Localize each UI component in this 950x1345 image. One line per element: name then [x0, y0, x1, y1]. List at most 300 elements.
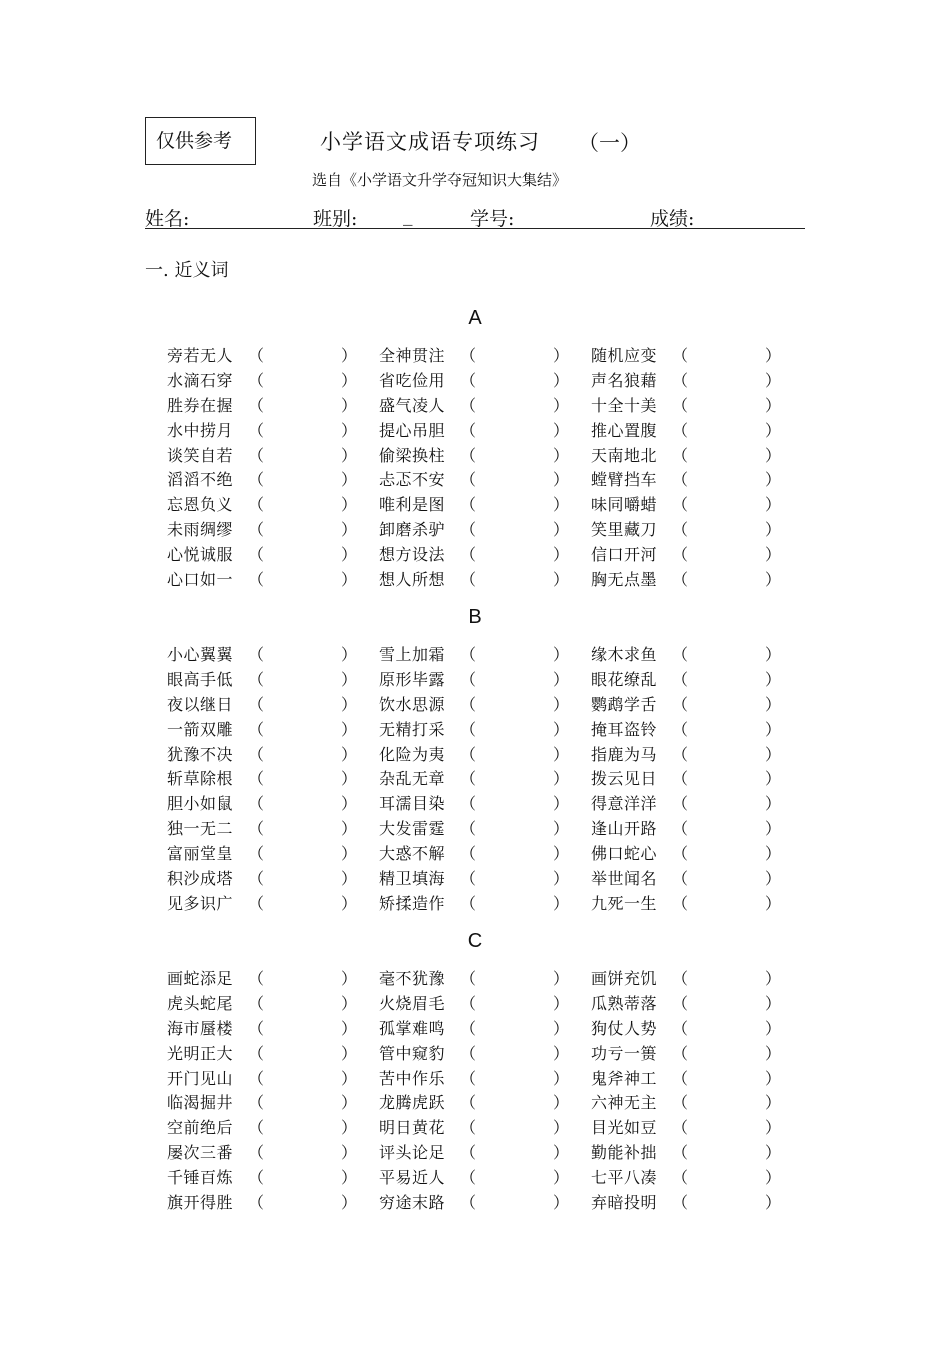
idiom-text: 掩耳盗铃	[591, 719, 658, 739]
answer-paren-open: （	[460, 844, 477, 864]
idiom-item	[167, 1041, 367, 1066]
answer-paren-close: ）	[765, 1093, 782, 1113]
answer-paren-open: （	[248, 993, 265, 1013]
idiom-text: 雪上加霜	[379, 645, 446, 664]
idiom-item	[167, 966, 367, 991]
answer-paren-close: ）	[341, 395, 358, 415]
idiom-text: 化险为夷	[379, 744, 446, 764]
class-label: 班别:	[313, 208, 358, 230]
answer-paren-close: ）	[341, 819, 358, 839]
idiom-item	[167, 1165, 367, 1190]
answer-paren-open: （	[248, 1193, 265, 1213]
idiom-item	[379, 542, 579, 567]
idiom-column	[379, 343, 579, 592]
answer-paren-close: ）	[553, 844, 570, 864]
idiom-column	[591, 966, 791, 1215]
answer-paren-close: ）	[341, 669, 358, 689]
idiom-text: 弃暗投明	[591, 1193, 658, 1213]
idiom-item	[167, 991, 367, 1016]
idiom-text: 逢山开路	[591, 819, 658, 839]
idiom-text: 无精打采	[379, 719, 446, 739]
answer-paren-open: （	[460, 1118, 477, 1138]
answer-paren-close: ）	[765, 869, 782, 889]
answer-paren-close: ）	[553, 520, 570, 540]
answer-paren-close: ）	[553, 470, 570, 490]
idiom-item	[591, 866, 791, 891]
page-subtitle: 选自《小学语文升学夺冠知识大集结》	[312, 171, 568, 189]
idiom-text: 声名狼藉	[591, 370, 658, 390]
answer-paren-close: ）	[341, 1093, 358, 1113]
idiom-text: 提心吊胆	[379, 420, 446, 440]
answer-paren-open: （	[672, 993, 689, 1013]
idiom-text: 指鹿为马	[591, 744, 658, 764]
group-label: B	[468, 606, 482, 628]
answer-paren-open: （	[248, 1143, 265, 1163]
idiom-item	[167, 492, 367, 517]
idiom-item	[379, 393, 579, 418]
idiom-column	[167, 966, 367, 1215]
answer-paren-open: （	[248, 744, 265, 764]
idiom-item	[379, 1190, 579, 1215]
idiom-item	[379, 343, 579, 368]
answer-paren-open: （	[672, 719, 689, 739]
answer-paren-open: （	[672, 1193, 689, 1213]
answer-paren-open: （	[460, 969, 477, 988]
title-number: （一）	[578, 131, 641, 155]
answer-paren-close: ）	[765, 420, 782, 440]
answer-paren-close: ）	[765, 819, 782, 839]
idiom-item	[167, 1090, 367, 1115]
idiom-text: 味同嚼蜡	[591, 495, 658, 515]
answer-paren-open: （	[460, 570, 477, 590]
idiom-text: 平易近人	[379, 1168, 446, 1188]
idiom-item	[167, 692, 367, 717]
idiom-item	[379, 467, 579, 492]
idiom-text: 水中捞月	[167, 420, 234, 440]
idiom-item	[591, 991, 791, 1016]
answer-paren-open: （	[672, 545, 689, 565]
idiom-text: 得意洋洋	[591, 794, 658, 814]
idiom-text: 原形毕露	[379, 669, 446, 689]
answer-paren-open: （	[672, 346, 689, 365]
answer-paren-open: （	[460, 719, 477, 739]
idiom-item	[379, 492, 579, 517]
answer-paren-close: ）	[765, 993, 782, 1013]
idiom-item	[167, 1066, 367, 1091]
idiom-item	[167, 791, 367, 816]
score-label: 成绩:	[650, 208, 695, 230]
idiom-item	[591, 692, 791, 717]
idiom-text: 火烧眉毛	[379, 993, 446, 1013]
answer-paren-open: （	[248, 819, 265, 839]
idiom-text: 盛气凌人	[379, 395, 446, 415]
answer-paren-open: （	[460, 346, 477, 365]
idiom-item	[379, 966, 579, 991]
idiom-column	[167, 642, 367, 916]
answer-paren-close: ）	[341, 545, 358, 565]
idiom-item	[379, 1165, 579, 1190]
idiom-item	[591, 368, 791, 393]
answer-paren-close: ）	[341, 370, 358, 390]
idiom-text: 七平八凑	[591, 1168, 658, 1188]
answer-paren-close: ）	[553, 1068, 570, 1088]
idiom-text: 积沙成塔	[167, 869, 234, 889]
idiom-item	[167, 642, 367, 667]
answer-paren-open: （	[460, 370, 477, 390]
idiom-text: 大惑不解	[379, 844, 446, 864]
idiom-item	[591, 667, 791, 692]
answer-paren-open: （	[672, 694, 689, 714]
idiom-text: 螳臂挡车	[591, 470, 658, 490]
idiom-text: 胆小如鼠	[167, 794, 234, 814]
idiom-column	[379, 966, 579, 1215]
idiom-item	[379, 368, 579, 393]
answer-paren-close: ）	[765, 570, 782, 590]
answer-paren-open: （	[248, 470, 265, 490]
answer-paren-open: （	[460, 993, 477, 1013]
idiom-item	[591, 1066, 791, 1091]
answer-paren-close: ）	[765, 645, 782, 664]
answer-paren-close: ）	[341, 719, 358, 739]
answer-paren-open: （	[248, 669, 265, 689]
idiom-text: 笑里藏刀	[591, 520, 658, 540]
idiom-text: 海市蜃楼	[167, 1018, 234, 1038]
answer-paren-open: （	[248, 346, 265, 365]
idiom-item	[167, 891, 367, 916]
idiom-text: 鹦鹉学舌	[591, 694, 658, 714]
answer-paren-close: ）	[341, 495, 358, 515]
answer-paren-open: （	[460, 470, 477, 490]
idiom-item	[379, 418, 579, 443]
answer-paren-close: ）	[553, 769, 570, 789]
answer-paren-close: ）	[765, 1168, 782, 1188]
idiom-item	[591, 742, 791, 767]
answer-paren-close: ）	[341, 1068, 358, 1088]
answer-paren-open: （	[460, 1193, 477, 1213]
answer-paren-close: ）	[341, 893, 358, 913]
answer-paren-open: （	[672, 819, 689, 839]
answer-paren-close: ）	[341, 694, 358, 714]
answer-paren-open: （	[460, 1093, 477, 1113]
answer-paren-open: （	[672, 645, 689, 664]
idiom-item	[379, 717, 579, 742]
idiom-item	[591, 393, 791, 418]
idiom-text: 眼花缭乱	[591, 669, 658, 689]
idiom-text: 狗仗人势	[591, 1018, 658, 1038]
idiom-text: 目光如豆	[591, 1118, 658, 1138]
answer-paren-close: ）	[765, 744, 782, 764]
idiom-item	[167, 1016, 367, 1041]
answer-paren-close: ）	[765, 969, 782, 988]
idiom-text: 苦中作乐	[379, 1068, 446, 1088]
answer-paren-close: ）	[553, 869, 570, 889]
idiom-text: 想人所想	[379, 570, 446, 590]
answer-paren-close: ）	[553, 570, 570, 590]
idiom-item	[379, 692, 579, 717]
answer-paren-close: ）	[553, 420, 570, 440]
idiom-item	[167, 517, 367, 542]
idiom-item	[379, 742, 579, 767]
answer-paren-close: ）	[765, 669, 782, 689]
idiom-item	[167, 742, 367, 767]
idiom-text: 虎头蛇尾	[167, 993, 234, 1013]
answer-paren-close: ）	[765, 719, 782, 739]
answer-paren-open: （	[672, 1043, 689, 1063]
idiom-text: 斩草除根	[167, 769, 234, 789]
answer-paren-close: ）	[341, 794, 358, 814]
idiom-item	[591, 542, 791, 567]
idiom-text: 评头论足	[379, 1143, 446, 1163]
answer-paren-close: ）	[341, 570, 358, 590]
answer-paren-close: ）	[341, 346, 358, 365]
idiom-text: 省吃俭用	[379, 370, 446, 390]
answer-paren-open: （	[248, 1043, 265, 1063]
idiom-text: 小心翼翼	[167, 645, 234, 664]
idiom-text: 一箭双雕	[167, 719, 234, 739]
answer-paren-close: ）	[765, 1043, 782, 1063]
idiom-item	[379, 1066, 579, 1091]
answer-paren-close: ）	[765, 370, 782, 390]
idiom-text: 鬼斧神工	[591, 1068, 658, 1088]
idiom-item	[379, 567, 579, 592]
answer-paren-open: （	[460, 645, 477, 664]
idiom-item	[591, 1041, 791, 1066]
idiom-text: 矫揉造作	[379, 893, 446, 913]
idiom-text: 独一无二	[167, 819, 234, 839]
answer-paren-close: ）	[553, 1043, 570, 1063]
answer-paren-open: （	[672, 370, 689, 390]
answer-paren-open: （	[672, 869, 689, 889]
idiom-item	[379, 866, 579, 891]
idiom-text: 空前绝后	[167, 1118, 234, 1138]
answer-paren-close: ）	[765, 445, 782, 465]
answer-paren-close: ）	[765, 1018, 782, 1038]
idiom-column	[591, 343, 791, 592]
idiom-text: 胜券在握	[167, 395, 234, 415]
idiom-text: 水滴石穿	[167, 370, 234, 390]
answer-paren-close: ）	[553, 445, 570, 465]
answer-paren-close: ）	[553, 1118, 570, 1138]
idiom-text: 画蛇添足	[167, 969, 234, 988]
answer-paren-open: （	[248, 694, 265, 714]
answer-paren-open: （	[460, 669, 477, 689]
answer-paren-open: （	[248, 719, 265, 739]
idiom-text: 偷梁换柱	[379, 445, 446, 465]
answer-paren-close: ）	[765, 346, 782, 365]
idiom-item	[379, 891, 579, 916]
idiom-text: 忐忑不安	[379, 470, 446, 490]
idiom-text: 精卫填海	[379, 869, 446, 889]
idiom-item	[167, 368, 367, 393]
idiom-text: 见多识广	[167, 893, 234, 913]
answer-paren-close: ）	[341, 420, 358, 440]
idiom-item	[379, 1090, 579, 1115]
idiom-text: 卸磨杀驴	[379, 520, 446, 540]
answer-paren-close: ）	[553, 1093, 570, 1113]
answer-paren-open: （	[248, 869, 265, 889]
answer-paren-open: （	[672, 1018, 689, 1038]
answer-paren-close: ）	[765, 520, 782, 540]
idiom-text: 缘木求鱼	[591, 645, 658, 664]
idiom-item	[167, 542, 367, 567]
idiom-item	[591, 841, 791, 866]
answer-paren-open: （	[672, 495, 689, 515]
answer-paren-close: ）	[765, 495, 782, 515]
idiom-item	[591, 418, 791, 443]
idiom-item	[591, 1190, 791, 1215]
idiom-text: 犹豫不决	[167, 744, 234, 764]
answer-paren-close: ）	[341, 470, 358, 490]
idiom-item	[591, 1140, 791, 1165]
answer-paren-close: ）	[553, 694, 570, 714]
answer-paren-open: （	[460, 819, 477, 839]
idiom-column	[379, 642, 579, 916]
answer-paren-open: （	[672, 420, 689, 440]
answer-paren-close: ）	[341, 1118, 358, 1138]
answer-paren-open: （	[672, 1168, 689, 1188]
answer-paren-close: ）	[553, 794, 570, 814]
answer-paren-open: （	[248, 1093, 265, 1113]
answer-paren-open: （	[248, 495, 265, 515]
answer-paren-open: （	[248, 520, 265, 540]
answer-paren-open: （	[672, 520, 689, 540]
answer-paren-open: （	[672, 1143, 689, 1163]
idiom-item	[167, 1115, 367, 1140]
group-label: C	[467, 930, 483, 952]
answer-paren-close: ）	[341, 1193, 358, 1213]
answer-paren-close: ）	[341, 844, 358, 864]
answer-paren-close: ）	[765, 794, 782, 814]
idiom-text: 佛口蛇心	[591, 844, 658, 864]
answer-paren-open: （	[460, 495, 477, 515]
answer-paren-open: （	[672, 1118, 689, 1138]
answer-paren-open: （	[248, 769, 265, 789]
idiom-text: 随机应变	[591, 346, 658, 365]
idiom-item	[167, 443, 367, 468]
class-blank: _	[403, 204, 413, 226]
answer-paren-close: ）	[553, 1143, 570, 1163]
answer-paren-open: （	[460, 769, 477, 789]
idiom-text: 眼高手低	[167, 669, 234, 689]
answer-paren-open: （	[248, 645, 265, 664]
answer-paren-close: ）	[765, 395, 782, 415]
answer-paren-open: （	[672, 570, 689, 590]
idiom-text: 推心置腹	[591, 420, 658, 440]
idiom-text: 光明正大	[167, 1043, 234, 1063]
idiom-column	[167, 343, 367, 592]
answer-paren-open: （	[460, 744, 477, 764]
idiom-item	[379, 517, 579, 542]
answer-paren-open: （	[248, 893, 265, 913]
idiom-text: 心悦诚服	[167, 545, 234, 565]
answer-paren-close: ）	[553, 1018, 570, 1038]
answer-paren-close: ）	[553, 645, 570, 664]
answer-paren-close: ）	[765, 545, 782, 565]
idiom-item	[591, 1016, 791, 1041]
answer-paren-open: （	[248, 844, 265, 864]
answer-paren-open: （	[248, 395, 265, 415]
idiom-item	[379, 642, 579, 667]
idiom-item	[167, 1140, 367, 1165]
answer-paren-open: （	[672, 744, 689, 764]
answer-paren-open: （	[248, 1168, 265, 1188]
answer-paren-close: ）	[553, 1193, 570, 1213]
idiom-text: 瓜熟蒂落	[591, 993, 658, 1013]
idiom-item	[167, 766, 367, 791]
idiom-item	[591, 1090, 791, 1115]
answer-paren-open: （	[248, 420, 265, 440]
idiom-item	[167, 343, 367, 368]
idiom-text: 六神无主	[591, 1093, 658, 1113]
answer-paren-close: ）	[765, 1193, 782, 1213]
idiom-text: 九死一生	[591, 893, 658, 913]
answer-paren-open: （	[672, 1093, 689, 1113]
answer-paren-open: （	[460, 520, 477, 540]
answer-paren-close: ）	[765, 769, 782, 789]
idiom-text: 画饼充饥	[591, 969, 658, 988]
idiom-item	[167, 393, 367, 418]
idiom-item	[591, 966, 791, 991]
idiom-item	[591, 791, 791, 816]
idiom-text: 全神贯注	[379, 346, 446, 365]
idiom-item	[167, 1190, 367, 1215]
idiom-text: 谈笑自若	[167, 445, 234, 465]
answer-paren-open: （	[248, 969, 265, 988]
answer-paren-open: （	[672, 1068, 689, 1088]
idiom-item	[591, 1165, 791, 1190]
idiom-text: 管中窥豹	[379, 1043, 446, 1063]
student-info-line	[145, 204, 805, 229]
answer-paren-open: （	[672, 769, 689, 789]
answer-paren-close: ）	[765, 470, 782, 490]
idiom-item	[591, 816, 791, 841]
idiom-text: 富丽堂皇	[167, 844, 234, 864]
answer-paren-close: ）	[341, 1168, 358, 1188]
answer-paren-close: ）	[341, 445, 358, 465]
idiom-text: 龙腾虎跃	[379, 1093, 446, 1113]
answer-paren-close: ）	[765, 893, 782, 913]
answer-paren-close: ）	[341, 769, 358, 789]
idiom-text: 唯利是图	[379, 495, 446, 515]
idiom-item	[379, 1140, 579, 1165]
idiom-column	[591, 642, 791, 916]
idiom-item	[591, 891, 791, 916]
idiom-text: 功亏一篑	[591, 1043, 658, 1063]
idiom-item	[167, 467, 367, 492]
idiom-item	[591, 492, 791, 517]
answer-paren-close: ）	[553, 719, 570, 739]
answer-paren-open: （	[460, 1168, 477, 1188]
idiom-text: 未雨绸缪	[167, 520, 234, 540]
idiom-item	[379, 667, 579, 692]
idiom-item	[379, 816, 579, 841]
answer-paren-close: ）	[341, 520, 358, 540]
answer-paren-close: ）	[553, 744, 570, 764]
idiom-text: 饮水思源	[379, 694, 446, 714]
idiom-item	[379, 1041, 579, 1066]
answer-paren-close: ）	[553, 993, 570, 1013]
answer-paren-open: （	[672, 669, 689, 689]
idiom-text: 大发雷霆	[379, 819, 446, 839]
idiom-item	[379, 841, 579, 866]
idiom-text: 千锤百炼	[167, 1168, 234, 1188]
answer-paren-close: ）	[553, 893, 570, 913]
idiom-item	[379, 991, 579, 1016]
idiom-text: 滔滔不绝	[167, 470, 234, 490]
idiom-text: 想方设法	[379, 545, 446, 565]
answer-paren-open: （	[460, 420, 477, 440]
answer-paren-open: （	[248, 370, 265, 390]
